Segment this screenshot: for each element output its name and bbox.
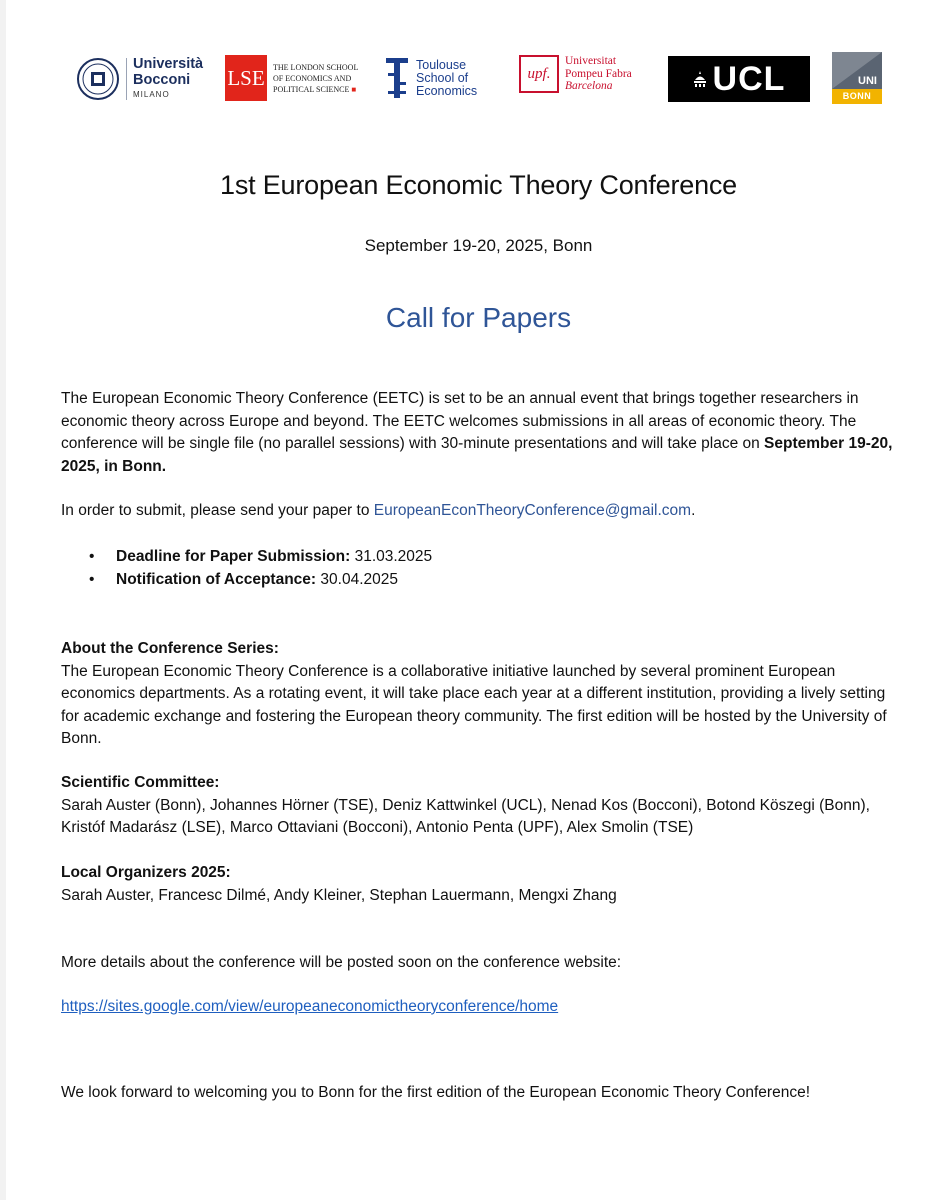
logo-bar (6, 50, 951, 106)
lse-logo (225, 55, 358, 101)
tse-line3: Economics (416, 83, 478, 98)
about-heading: About the Conference Series: (61, 640, 279, 657)
bocconi-line2: Bocconi (133, 72, 191, 88)
website-paragraph (61, 996, 901, 1019)
notification-label: Notification of Acceptance: (116, 570, 317, 588)
bocconi-divider (126, 58, 127, 100)
committee-text: Sarah Auster (Bonn), Johannes Hörner (TSE), Deniz Kattwinkel (UCL), Nenad Kos (Bocconi), Botond Köszegi (Bonn), Kristóf Madarász (LSE), Marco Ottaviani (Bocconi), Antonio Penta (UPF), Alex Smolin (TSE) (61, 796, 870, 836)
details-paragraph: More details about the conference will be posted soon on the conference website: (61, 954, 622, 971)
committee-section (61, 772, 901, 840)
upf-line1: Universitat (565, 55, 617, 68)
upf-logo (519, 55, 632, 93)
upf-line3: Barcelona (565, 80, 613, 93)
bocconi-seal-icon (76, 57, 120, 101)
lse-line2: OF ECONOMICS AND (273, 73, 352, 83)
lse-square-icon: ■ (351, 84, 357, 94)
ucl-text: UCL (712, 59, 786, 98)
list-item (61, 546, 901, 569)
website-link[interactable]: https://sites.google.com/view/europeaneconomictheoryconference/home (61, 998, 559, 1015)
tse-logo (386, 58, 477, 98)
bocconi-logo (76, 56, 203, 102)
tse-line2: School of (416, 70, 469, 85)
lse-line1: THE LONDON SCHOOL (273, 62, 359, 72)
submission-email-link[interactable]: EuropeanEconTheoryConference@gmail.com (373, 502, 692, 519)
tse-mark-icon (386, 58, 408, 98)
deadline-label: Deadline for Paper Submission: (116, 548, 351, 565)
intro-paragraph (61, 388, 901, 478)
tse-line1: Toulouse (416, 57, 467, 72)
organizers-heading: Local Organizers 2025: (61, 864, 231, 881)
bonn-bottom-text: BONN (832, 89, 882, 104)
organizers-text: Sarah Auster, Francesc Dilmé, Andy Kleiner, Stephan Lauermann, Mengxi Zhang (61, 886, 617, 904)
conference-dateline: September 19-20, 2025, Bonn (364, 236, 593, 255)
submit-text: In order to submit, please send your paper to (61, 502, 374, 519)
lse-box: LSE (225, 55, 267, 101)
bocconi-line1: Università (133, 56, 204, 72)
list-item (61, 569, 901, 592)
committee-heading: Scientific Committee: (61, 774, 220, 791)
deadline-list (61, 546, 901, 591)
ucl-dome-icon (693, 71, 707, 87)
deadline-value: 31.03.2025 (350, 548, 433, 565)
ucl-logo (668, 56, 810, 102)
bonn-logo (832, 52, 882, 104)
bonn-uni-text: UNI (858, 75, 877, 87)
notification-value: 30.04.2025 (316, 570, 398, 588)
upf-line2: Pompeu Fabra (565, 67, 632, 80)
document-title: 1st European Economic Theory Conference (220, 170, 737, 200)
intro-date-bold: September 19-20, 2025, in Bonn. (61, 435, 893, 475)
upf-box: upf. (519, 55, 559, 93)
closing-paragraph: We look forward to welcoming you to Bonn for the first edition of the European Economic Theory Conference! (61, 1084, 810, 1101)
bocconi-line3: MILANO (133, 90, 170, 99)
about-text: The European Economic Theory Conference is a collaborative initiative launched by several prominent European economics departments. As a rotating event, it will take place each year at a different institution, providing a lively setting for academic exchange and fostering the European theory community. The first edition will be hosted by the University of Bonn. (61, 662, 887, 747)
document-page (6, 0, 951, 1200)
lse-line3: POLITICAL SCIENCE (273, 84, 350, 94)
call-for-papers-heading: Call for Papers (385, 302, 572, 333)
submission-paragraph (61, 500, 901, 523)
intro-text: The European Economic Theory Conference (EETC) is set to be an annual event that brings together researchers in economic theory across Europe and beyond. The EETC welcomes submissions in all areas of economic theory. The conference will be single file (no parallel sessions) with 30-minute presentations and will take place on (61, 390, 859, 452)
submit-end: . (691, 502, 696, 519)
about-section (61, 638, 901, 751)
organizers-section (61, 862, 901, 907)
